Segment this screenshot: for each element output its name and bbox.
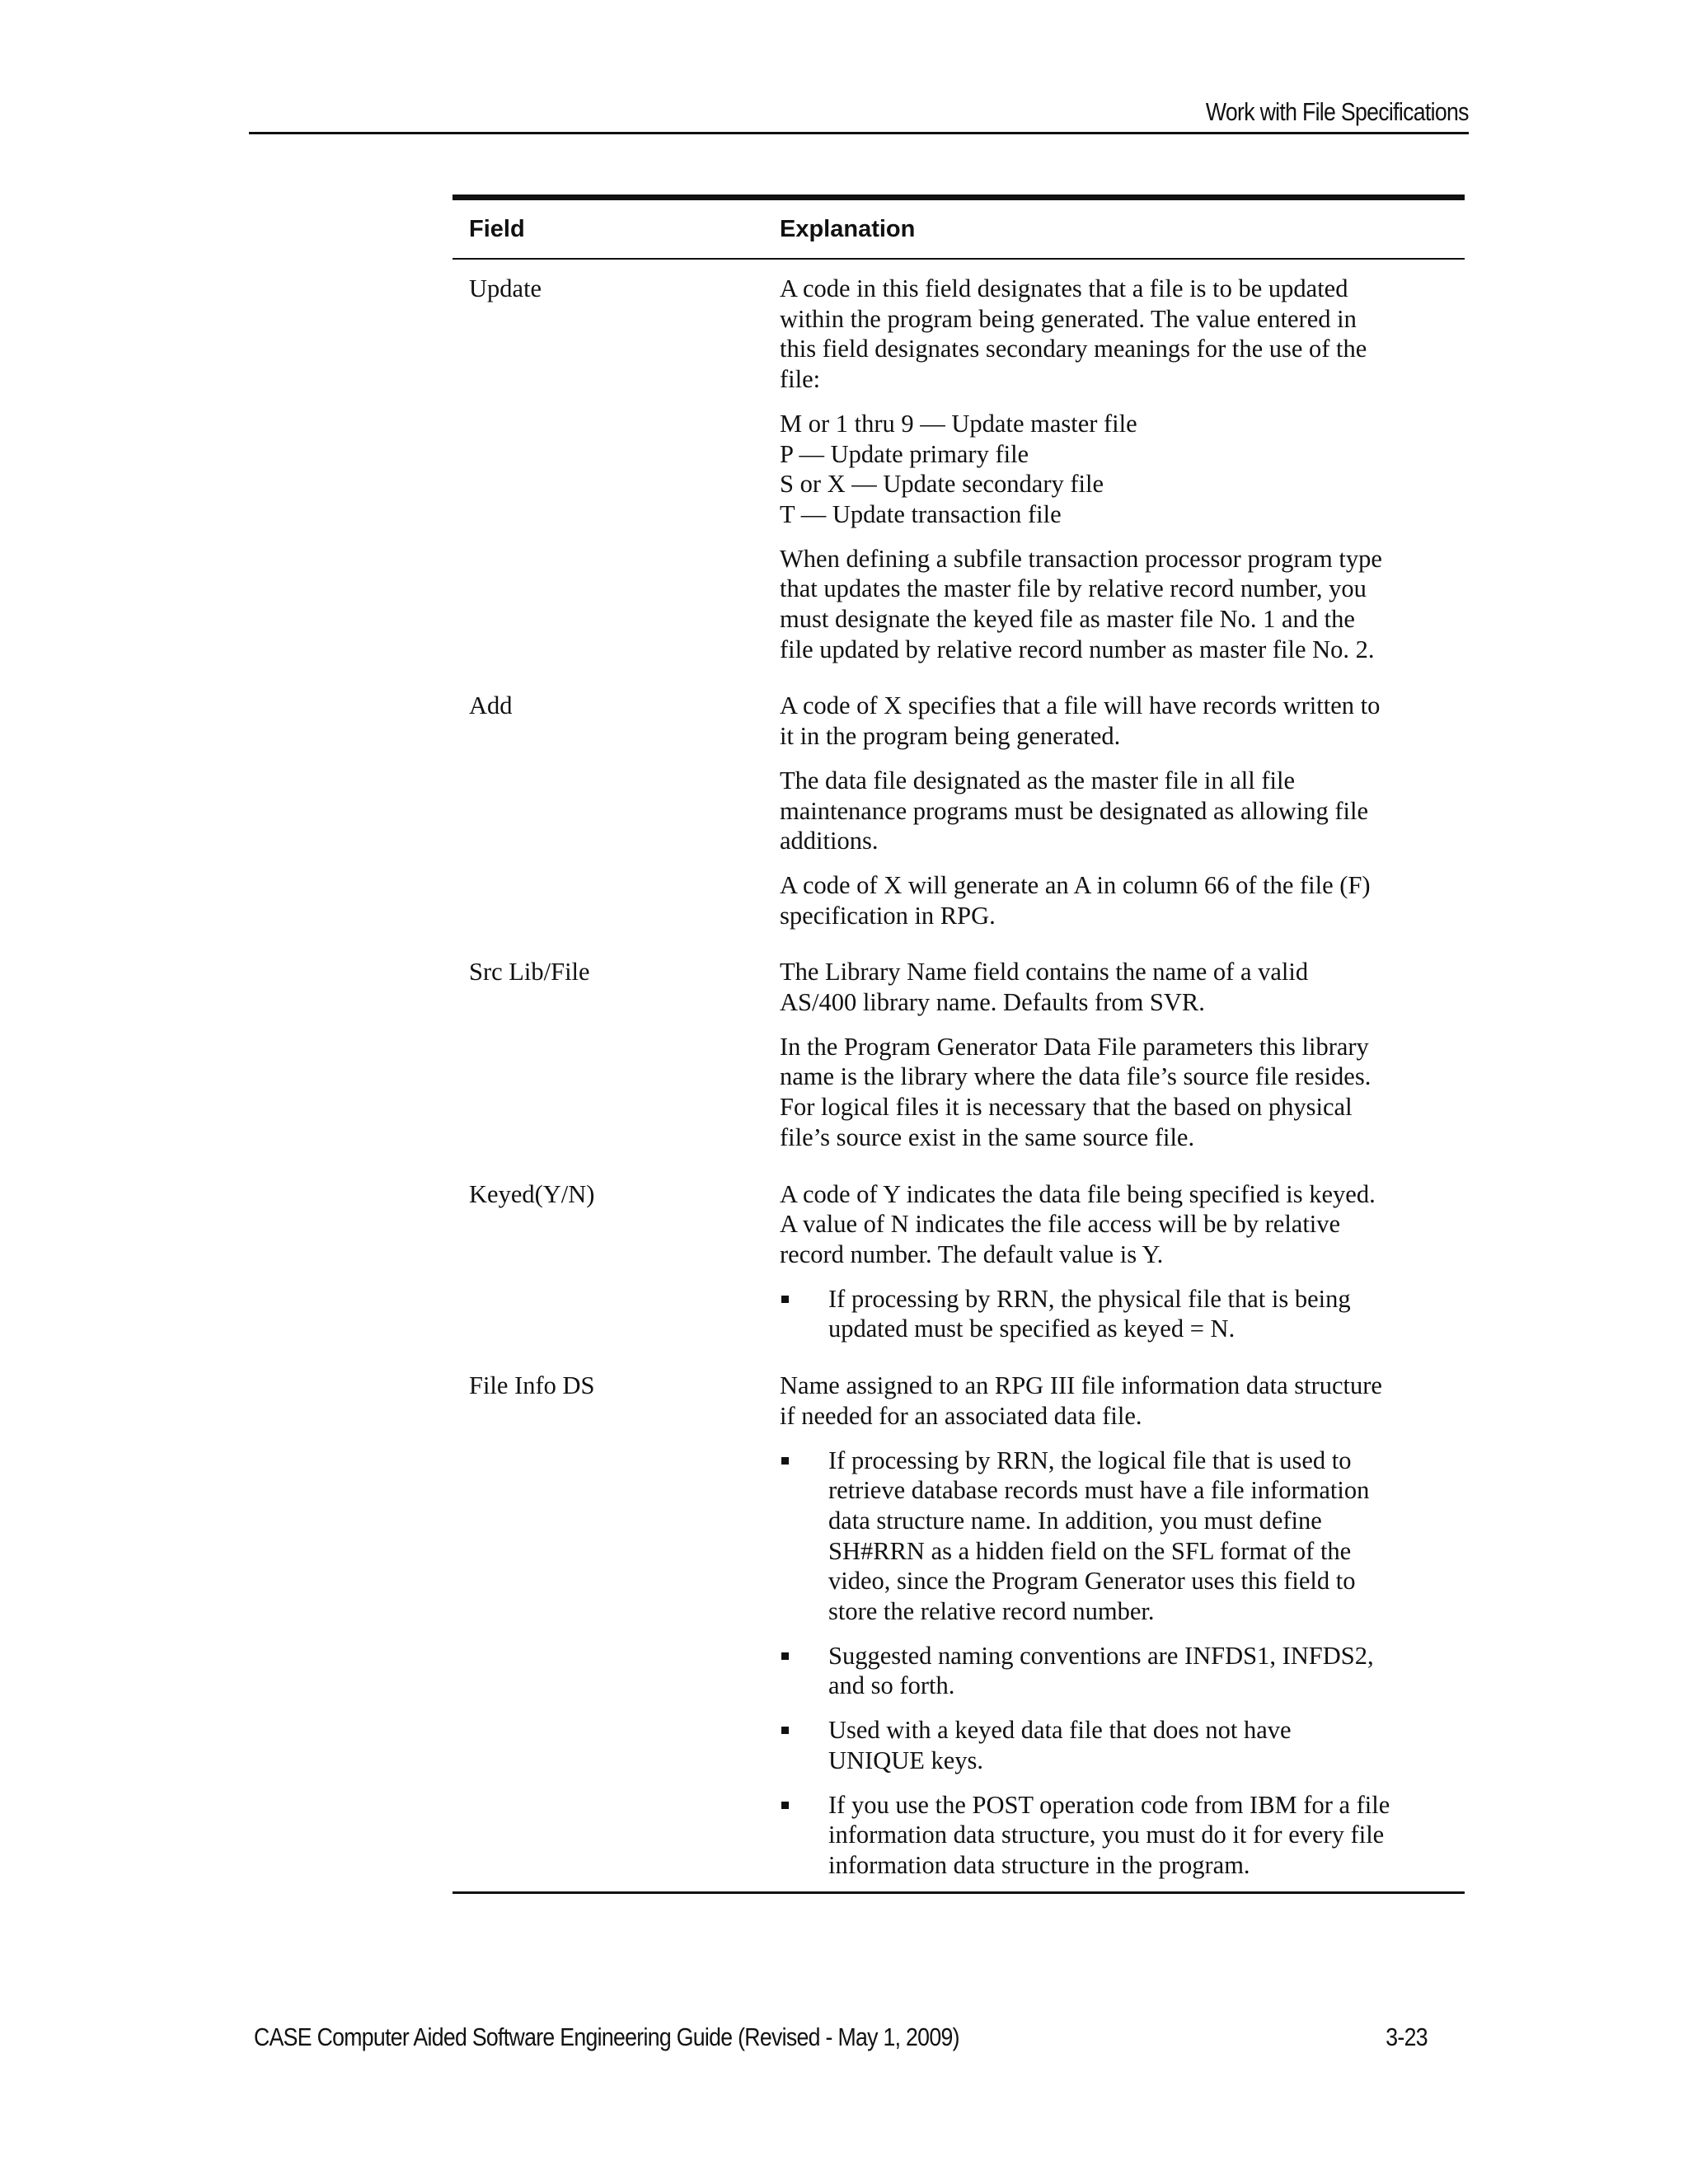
- square-bullet-icon: [781, 1457, 789, 1465]
- text-line: maintenance programs must be designated as allowing file: [780, 796, 1368, 825]
- text-line: specification in RPG.: [780, 901, 996, 930]
- text-line: and so forth.: [828, 1671, 955, 1700]
- table-row: [452, 1179, 1465, 1345]
- text-line: data structure name. In addition, you must define: [828, 1506, 1322, 1535]
- explanation-paragraph: [780, 1032, 1461, 1153]
- text-line: If processing by RRN, the physical file that is being: [828, 1284, 1351, 1313]
- explanation-paragraph: [780, 544, 1461, 665]
- column-header-field: Field: [469, 215, 525, 242]
- text-line: this field designates secondary meanings for the use of the: [780, 335, 1367, 363]
- text-line: store the relative record number.: [828, 1597, 1155, 1626]
- text-line: UNIQUE keys.: [828, 1746, 984, 1774]
- text-line: P — Update primary file: [780, 439, 1029, 468]
- text-line: video, since the Program Generator uses this field to: [828, 1567, 1356, 1596]
- explanation-paragraph: [780, 1371, 1461, 1431]
- field-name: Src Lib/File: [469, 958, 590, 987]
- square-bullet-icon: [781, 1727, 789, 1734]
- square-bullet-icon: [781, 1296, 789, 1303]
- text-line: M or 1 thru 9 — Update master file: [780, 409, 1137, 438]
- text-line: If processing by RRN, the logical file that is used to: [828, 1446, 1352, 1474]
- text-line: When defining a subfile transaction processor program type: [780, 544, 1382, 573]
- text-line: information data structure, you must do it for every file: [828, 1821, 1385, 1849]
- text-line: In the Program Generator Data File parameters this library: [780, 1032, 1369, 1061]
- explanation-paragraph: [780, 1179, 1461, 1270]
- bullet-item: [780, 1446, 1461, 1627]
- text-line: name is the library where the data file’s source file resides.: [780, 1062, 1372, 1091]
- header-title: Work with File Specifications: [1206, 97, 1469, 126]
- explanation-paragraph: [780, 274, 1461, 395]
- explanation-paragraph: [780, 691, 1461, 751]
- text-line: S or X — Update secondary file: [780, 470, 1104, 499]
- explanation-paragraph: [780, 870, 1461, 930]
- text-line: within the program being generated. The value entered in: [780, 304, 1357, 333]
- field-explanation: [780, 691, 1465, 930]
- text-line: retrieve database records must have a file information: [828, 1476, 1370, 1505]
- text-line: A code of Y indicates the data file being specified is keyed.: [780, 1179, 1376, 1208]
- field-explanation: [780, 274, 1465, 664]
- text-line: A value of N indicates the file access will be by relative: [780, 1210, 1341, 1239]
- text-line: file’s source exist in the same source file.: [780, 1122, 1195, 1151]
- table-row: [452, 691, 1465, 930]
- bullet-item: [780, 1790, 1461, 1881]
- bullet-item: [780, 1284, 1461, 1344]
- text-line: updated must be specified as keyed = N.: [828, 1315, 1236, 1343]
- bullet-item: [780, 1641, 1461, 1701]
- text-line: T — Update transaction file: [780, 499, 1062, 528]
- table-header-row: [452, 200, 1465, 260]
- text-line: AS/400 library name. Defaults from SVR.: [780, 988, 1205, 1017]
- column-header-explanation: Explanation: [780, 215, 916, 242]
- text-line: A code of X specifies that a file will have records written to: [780, 691, 1381, 720]
- field-explanation: [780, 1371, 1465, 1881]
- explanation-paragraph: [780, 766, 1461, 856]
- text-line: For logical files it is necessary that the based on physical: [780, 1093, 1353, 1122]
- field-name: File Info DS: [469, 1371, 595, 1400]
- text-line: that updates the master file by relative record number, you: [780, 574, 1367, 603]
- text-line: The data file designated as the master file in all file: [780, 766, 1295, 794]
- text-line: A code of X will generate an A in column 66 of the file (F): [780, 870, 1371, 899]
- explanation-paragraph: [780, 409, 1461, 530]
- field-explanation: [780, 957, 1465, 1152]
- table-row: [452, 957, 1465, 1152]
- field-name: Update: [469, 274, 542, 302]
- text-line: Name assigned to an RPG III file information data structure: [780, 1371, 1382, 1400]
- explanation-paragraph: [780, 957, 1461, 1017]
- table-row: [452, 274, 1465, 664]
- text-line: if needed for an associated data file.: [780, 1401, 1142, 1430]
- text-line: Used with a keyed data file that does not have: [828, 1716, 1292, 1745]
- text-line: file updated by relative record number as master file No. 2.: [780, 635, 1375, 663]
- text-line: Suggested naming conventions are INFDS1, INFDS2,: [828, 1641, 1374, 1670]
- text-line: SH#RRN as a hidden field on the SFL format of the: [828, 1536, 1352, 1565]
- field-name: Add: [469, 691, 513, 720]
- text-line: file:: [780, 365, 821, 394]
- text-line: additions.: [780, 827, 879, 855]
- text-line: A code in this field designates that a file is to be updated: [780, 274, 1348, 302]
- text-line: If you use the POST operation code from IBM for a file: [828, 1790, 1390, 1819]
- page-number: 3-23: [1386, 2022, 1428, 2051]
- field-name: Keyed(Y/N): [469, 1179, 595, 1208]
- field-explanation: [780, 1179, 1465, 1345]
- field-explanation-table: [452, 194, 1465, 1894]
- page-footer: [249, 2022, 1428, 2055]
- bullet-item: [780, 1715, 1461, 1775]
- page-header: [249, 97, 1469, 134]
- table-body: [452, 260, 1465, 1891]
- text-line: must designate the keyed file as master file No. 1 and the: [780, 605, 1355, 634]
- text-line: record number. The default value is Y.: [780, 1240, 1164, 1268]
- text-line: it in the program being generated.: [780, 722, 1121, 751]
- table-row: [452, 1371, 1465, 1881]
- square-bullet-icon: [781, 1802, 789, 1809]
- text-line: information data structure in the program.: [828, 1850, 1250, 1879]
- text-line: The Library Name field contains the name of a valid: [780, 958, 1309, 987]
- square-bullet-icon: [781, 1652, 789, 1660]
- footer-title: CASE Computer Aided Software Engineering Guide (Revised - May 1, 2009): [254, 2022, 959, 2051]
